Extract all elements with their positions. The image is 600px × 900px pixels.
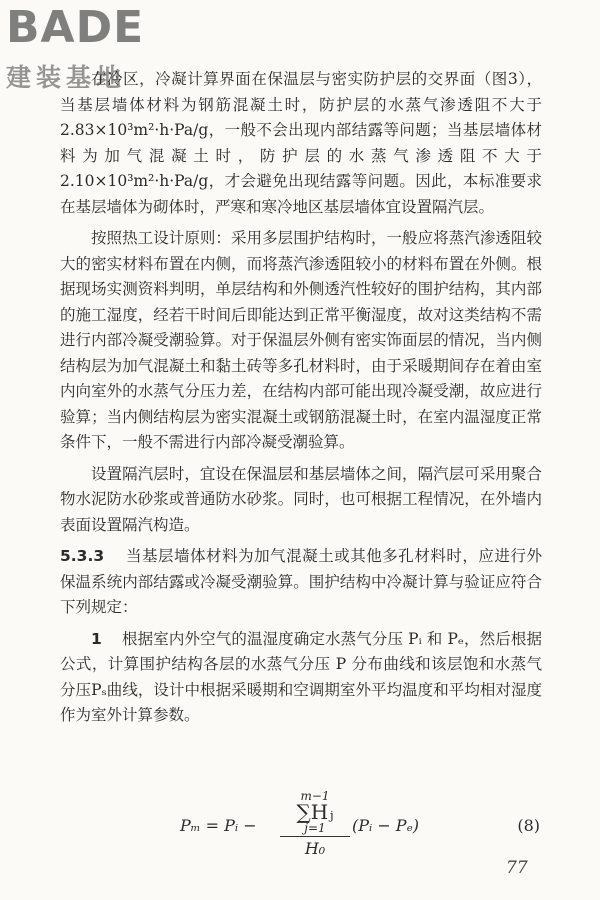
sum-upper-limit: m−1 (300, 789, 330, 803)
formula-8 (180, 790, 540, 865)
paragraph-1: 在冷区，冷凝计算界面在保温层与密实防护层的交界面（图3），当基层墙体材料为钢筋混凝土时，防护层的水蒸气渗透阻不大于2.83×10³m²·h·Pa/g，一般不会出现内部结露等问题；当基层墙体材料为加气混凝土时，防护层的水蒸气渗透阻不大于2.10×10³m²·h·Pa/g，才会避免出现结露等问题。因此，本标准要求在基层墙体为砌体时，严寒和寒冷地区基层墙体宜设置隔汽层。 (60, 70, 542, 216)
formula-rhs: (Pᵢ − Pₑ) (352, 816, 420, 835)
item-1 (60, 627, 542, 729)
page-number: 77 (506, 858, 528, 878)
paragraph-2: 按照热工设计原则：采用多层围护结构时，一般应将蒸汽渗透阻较大的密实材料布置在内侧，而将蒸汽渗透阻较小的材料布置在外侧。根据现场实测资料判明，单层结构和外侧透汽性较好的围护结构，其内部的施工湿度，经若干时间后即能达到正常平衡湿度，故对这类结构不需进行内部冷凝受潮验算。对于保温层外侧有密实饰面层的情况，当内侧结构层为加气混凝土和黏土砖等多孔材料时，由于采暖期间存在着由室内向室外的水蒸气分压力差，在结构内部可能出现冷凝受潮，故应进行验算；当内侧结构层为密实混凝土或钢筋混凝土时，在室内温湿度正常条件下，一般不需进行内部冷凝受潮验算。 (60, 229, 542, 451)
sum-term: ∑Hⱼ (296, 800, 334, 824)
fraction-bar (280, 836, 350, 837)
sum-lower-limit: j=1 (304, 821, 326, 835)
logo-subtitle: 建装基地 (6, 63, 127, 92)
logo-wordmark: BADE (6, 2, 145, 53)
page-body (60, 67, 542, 735)
item-text: 根据室内外空气的温湿度确定水蒸气分压 Pᵢ 和 Pₑ，然后根据公式，计算围护结构各层的水蒸气分压 P 分布曲线和该层饱和水蒸气分压Pₛ曲线，设计中根据采暖期和空调期室外平均温度和平均相对湿度作为室外计算参数。 (60, 629, 542, 724)
paragraph-3: 设置隔汽层时，宜设在保温层和基层墙体之间，隔汽层可采用聚合物水泥防水砂浆或普通防水砂浆。同时，也可根据工程情况，在外墙内表面设置隔汽构造。 (60, 464, 542, 534)
formula-fraction (280, 790, 350, 858)
formula-number: (8) (517, 816, 540, 835)
section-5-3-3 (60, 544, 542, 621)
denominator: H₀ (304, 839, 326, 858)
section-text: 当基层墙体材料为加气混凝土或其他多孔材料时，应进行外保温系统内部结露或冷凝受潮验算。围护结构中冷凝计算与验证应符合下列规定： (60, 547, 542, 616)
section-number: 5.3.3 (60, 547, 105, 565)
item-number: 1 (91, 629, 102, 648)
formula-lhs: Pₘ = Pᵢ − (180, 816, 257, 835)
